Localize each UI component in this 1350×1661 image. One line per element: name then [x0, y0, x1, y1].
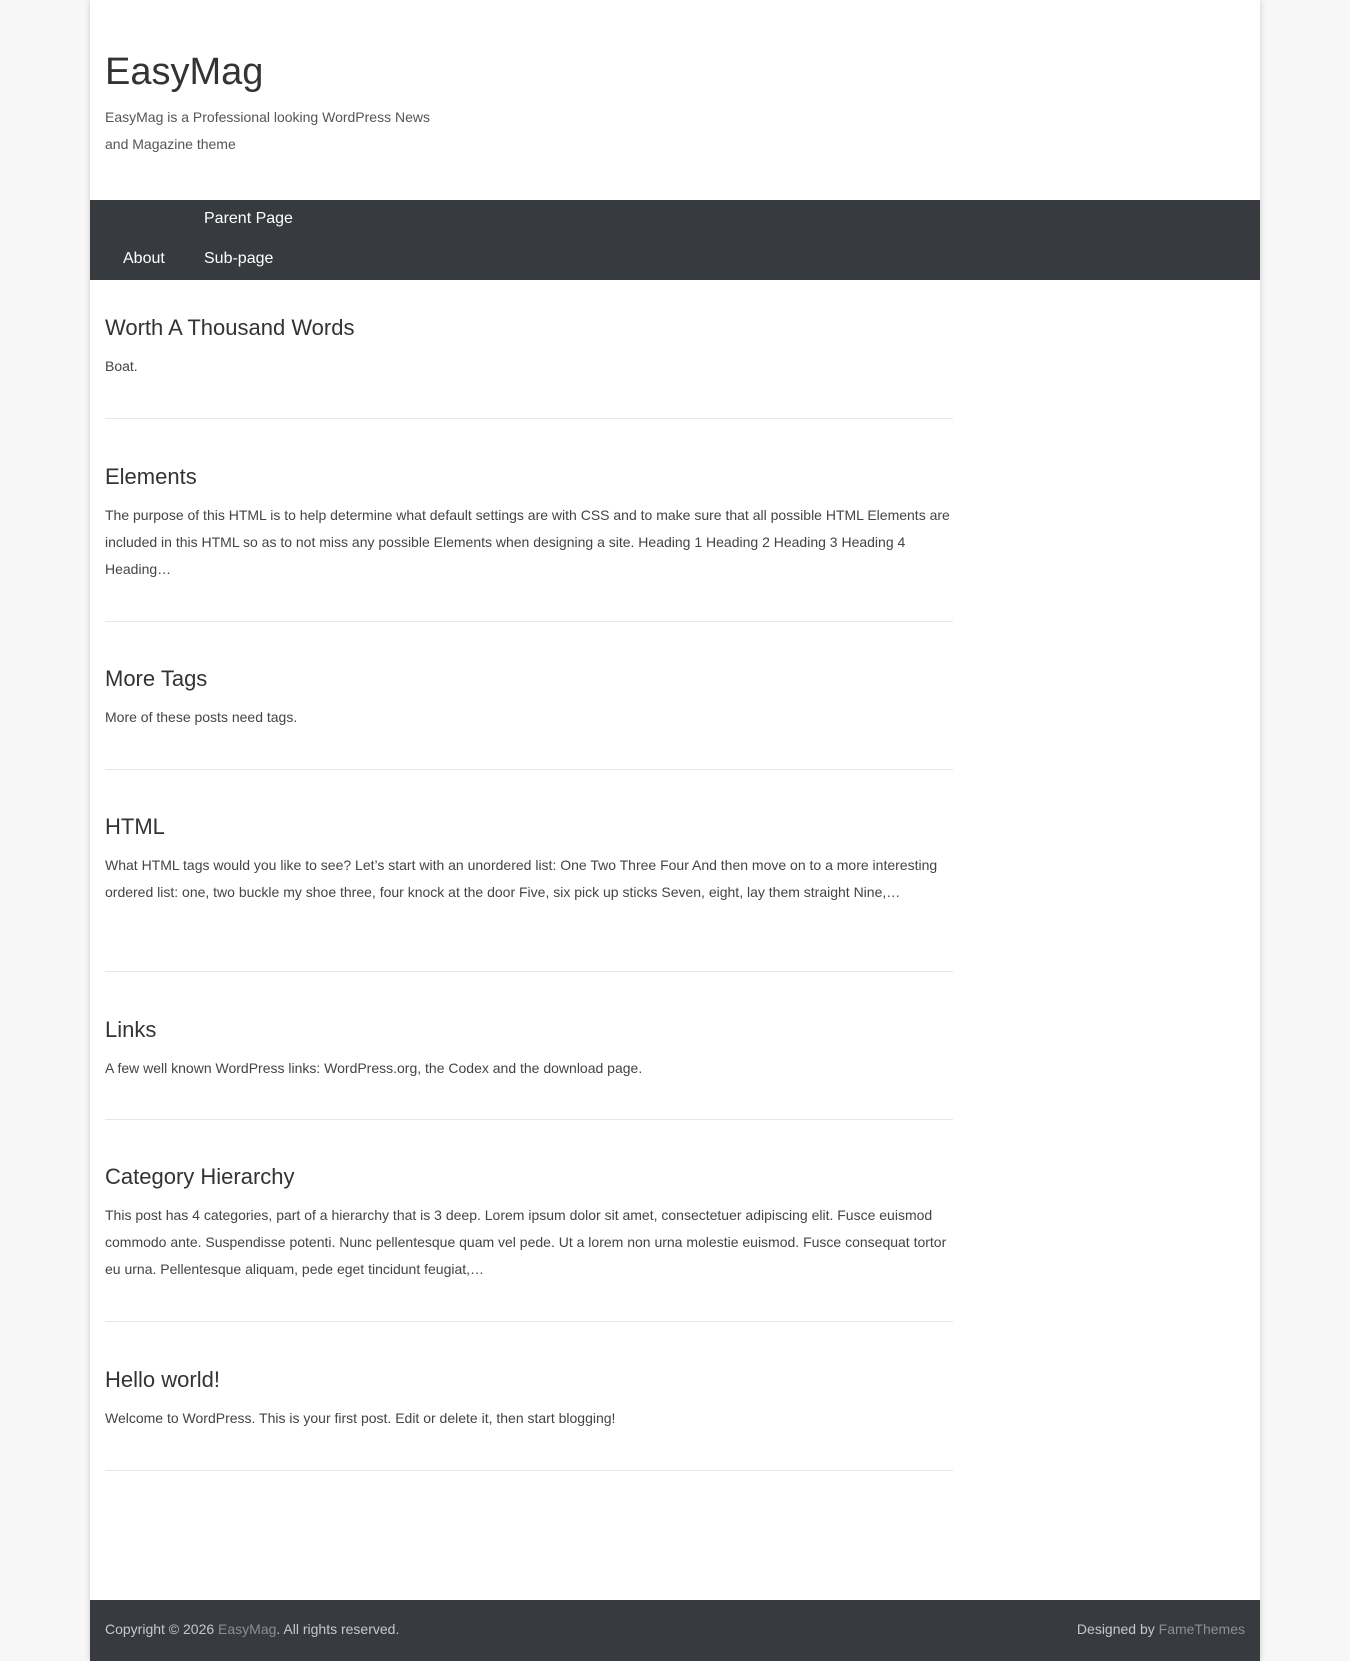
post-item [105, 1322, 953, 1471]
post-title-link[interactable]: More Tags [105, 666, 208, 691]
main-navigation [90, 200, 1260, 280]
post-title [105, 463, 953, 491]
post-title-link[interactable]: Category Hierarchy [105, 1164, 295, 1189]
post-title [105, 665, 953, 693]
post-list [105, 280, 953, 1471]
post-excerpt: What HTML tags would you like to see? Let’s start with an unordered list: One Two Three Four And then move on to a more interesting ordered list: one, two buckle my shoe three, four knock at the door Five, six pick up sticks Seven, eight, lay them straight Nine,… [105, 857, 938, 900]
designed-by-label: Designed by [1076, 1621, 1155, 1637]
post-title-link[interactable]: HTML [105, 814, 165, 839]
post-item [105, 419, 953, 622]
post-excerpt: More of these posts need tags. [105, 709, 298, 725]
post-title [105, 1366, 953, 1394]
page-container [90, 0, 1260, 1661]
post-excerpt: Boat. [105, 358, 138, 374]
post-title [105, 1016, 953, 1044]
post-excerpt: Welcome to WordPress. This is your first post. Edit or delete it, then start blogging! [105, 1410, 616, 1426]
post-item [105, 280, 953, 419]
post-title [105, 314, 953, 342]
copyright-suffix: . All rights reserved. [276, 1621, 400, 1637]
post-title-link[interactable]: Hello world! [105, 1367, 220, 1392]
post-title-link[interactable]: Worth A Thousand Words [105, 315, 355, 340]
post-title [105, 813, 953, 841]
post-title [105, 1163, 953, 1191]
post-excerpt: A few well known WordPress links: WordPress.org, the Codex and the download page. [105, 1060, 643, 1076]
post-excerpt: The purpose of this HTML is to help determine what default settings are with CSS and to make sure that all possible HTML Elements are included in this HTML so as to not miss any possible Elements when designing a site. Heading 1 Heading 2 Heading 3 Heading 4 Heading… [105, 507, 950, 577]
post-item [105, 972, 953, 1120]
site-title-link[interactable]: EasyMag [105, 51, 264, 93]
site-footer [90, 1600, 1260, 1661]
site-tagline: EasyMag is a Professional looking WordPress News and Magazine theme [105, 109, 430, 152]
post-title-link[interactable]: Elements [105, 464, 197, 489]
site-branding [105, 48, 525, 158]
footer-site-link[interactable]: EasyMag [218, 1621, 277, 1637]
nav-item-parent-page[interactable]: Parent Page [204, 210, 293, 227]
post-title-link[interactable]: Links [105, 1017, 157, 1042]
post-item [105, 1120, 953, 1322]
post-item [105, 622, 953, 770]
footer-copyright [105, 1621, 399, 1637]
footer-designer-link[interactable]: FameThemes [1158, 1621, 1245, 1637]
nav-item-sub-page[interactable]: Sub-page [204, 250, 274, 267]
post-item [105, 770, 953, 972]
post-excerpt: This post has 4 categories, part of a hierarchy that is 3 deep. Lorem ipsum dolor sit amet, consectetuer adipiscing elit. Fusce euismod commodo ante. Suspendisse potenti. Nunc pellentesque quam vel pede. Ut a lorem non urna molestie euismod. Fusce consequat tortor eu urna. Pellentesque aliquam, pede eget tincidunt feugiat,… [105, 1207, 947, 1277]
copyright-prefix: Copyright © 2026 [105, 1621, 215, 1637]
nav-item-about[interactable]: About [123, 250, 165, 267]
footer-credit [1077, 1621, 1245, 1637]
